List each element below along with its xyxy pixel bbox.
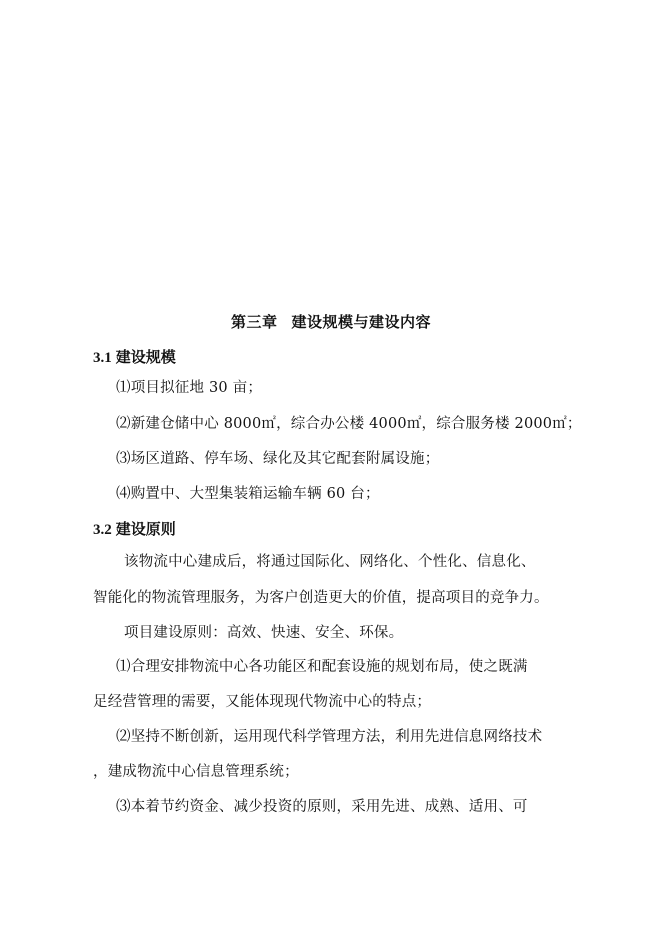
chapter-name: 建设规模与建设内容 bbox=[291, 313, 432, 331]
section-heading-3-2 bbox=[93, 518, 176, 539]
paragraph-line: ⑶本着节约资金、减少投资的原则，采用先进、成熟、适用、可 bbox=[116, 799, 528, 815]
paragraph-line: 智能化的物流管理服务，为客户创造更大的价值，提高项目的竞争力。 bbox=[93, 590, 549, 606]
chapter-title bbox=[0, 311, 662, 332]
paragraph-line: ，建成物流中心信息管理系统； bbox=[93, 764, 299, 780]
list-item: ⑶场区道路、停车场、绿化及其它配套附属设施； bbox=[116, 451, 440, 467]
list-item: ⑵新建仓储中心 8000㎡，综合办公楼 4000㎡，综合服务楼 2000㎡； bbox=[116, 416, 582, 432]
paragraph-line: 该物流中心建成后，将通过国际化、网络化、个性化、信息化、 bbox=[124, 554, 536, 570]
paragraph-line: ⑴合理安排物流中心各功能区和配套设施的规划布局，使之既满 bbox=[116, 659, 528, 675]
list-item: ⑷购置中、大型集装箱运输车辆 60 台； bbox=[116, 486, 380, 502]
section-heading-3-1 bbox=[93, 346, 176, 367]
paragraph-line: 足经营管理的需要，又能体现现代物流中心的特点； bbox=[93, 694, 432, 710]
section-number: 3.2 bbox=[93, 522, 112, 538]
section-title: 建设原则 bbox=[115, 520, 176, 538]
list-item: ⑴项目拟征地 30 亩； bbox=[116, 380, 263, 396]
section-number: 3.1 bbox=[93, 350, 112, 366]
paragraph-line: ⑵坚持不断创新，运用现代科学管理方法，利用先进信息网络技术 bbox=[116, 729, 543, 745]
chapter-label: 第三章 bbox=[230, 313, 278, 331]
section-title: 建设规模 bbox=[115, 348, 176, 366]
paragraph-line: 项目建设原则：高效、快速、安全、环保。 bbox=[124, 625, 404, 641]
